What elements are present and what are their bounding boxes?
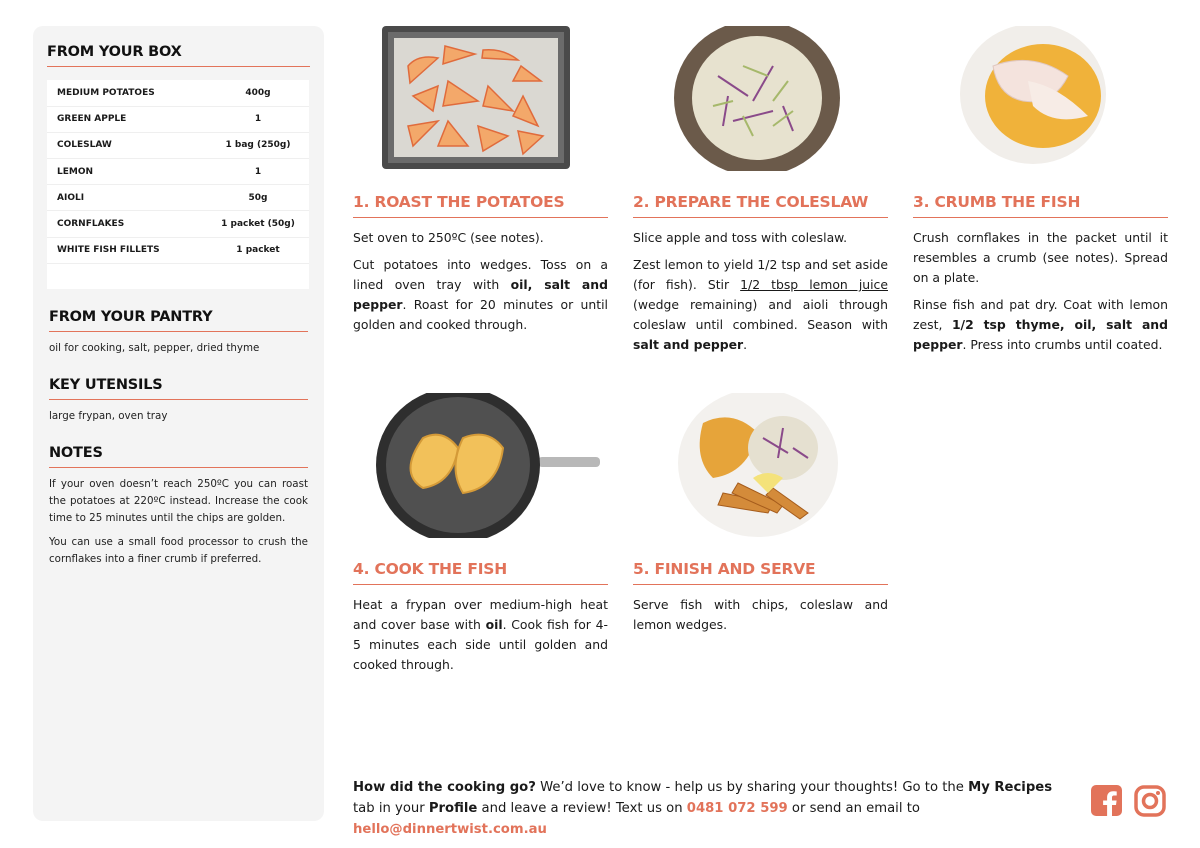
step-2 bbox=[633, 26, 888, 355]
step-3-text-1: Crush cornflakes in the packet until it resembles a crumb (see notes). Spread on a plate. bbox=[913, 230, 1168, 285]
utensils-text: large frypan, oven tray bbox=[49, 410, 168, 423]
ingredient-qty: 50g bbox=[248, 192, 268, 203]
step-5-text-1: Serve fish with chips, coleslaw and lemon wedges. bbox=[633, 597, 888, 632]
ingredient-qty: 400g bbox=[245, 87, 271, 98]
step-3-title: 3. CRUMB THE FISH bbox=[913, 193, 1168, 218]
from-your-pantry-title: FROM YOUR PANTRY bbox=[49, 309, 308, 332]
table-row bbox=[47, 185, 309, 211]
note-1: If your oven doesn’t reach 250ºC you can roast the potatoes at 220ºC instead. Increase the cook time to 25 minutes until the chips are golden. bbox=[49, 478, 308, 525]
my-recipes-link[interactable]: My Recipes bbox=[968, 780, 1053, 795]
profile-link[interactable]: Profile bbox=[428, 801, 478, 816]
ingredient-name: GREEN APPLE bbox=[57, 114, 127, 125]
coleslaw-image bbox=[633, 26, 888, 171]
step-5 bbox=[633, 393, 888, 635]
ingredient-qty: 1 packet bbox=[236, 245, 280, 256]
crumb-fish-image bbox=[913, 26, 1168, 171]
note-2: You can use a small food processor to crush the cornflakes into a finer crumb if preferred. bbox=[49, 536, 308, 566]
ingredient-name: CORNFLAKES bbox=[57, 219, 125, 230]
ingredient-name: WHITE FISH FILLETS bbox=[57, 245, 160, 256]
table-row bbox=[47, 237, 309, 263]
table-row bbox=[47, 132, 309, 158]
ingredient-name: MEDIUM POTATOES bbox=[57, 87, 155, 98]
table-row bbox=[47, 106, 309, 132]
utensils-section bbox=[47, 377, 310, 425]
footer-question: How did the cooking go? bbox=[353, 780, 536, 795]
notes-title: NOTES bbox=[49, 445, 308, 468]
step-3-text-2: Rinse fish and pat dry. Coat with lemon zest, 1/2 tsp thyme, oil, salt and pepper. Press into crumbs until coated. bbox=[913, 297, 1168, 352]
instagram-icon[interactable] bbox=[1134, 785, 1166, 821]
ingredient-name: LEMON bbox=[57, 166, 94, 177]
key-utensils-title: KEY UTENSILS bbox=[49, 377, 308, 400]
ingredient-name: COLESLAW bbox=[57, 140, 112, 151]
facebook-icon[interactable] bbox=[1091, 785, 1122, 820]
notes-section bbox=[47, 445, 310, 568]
ingredient-name: AIOLI bbox=[57, 192, 85, 203]
step-1-text-2: Cut potatoes into wedges. Toss on a lined oven tray with oil, salt and pepper. Roast for 20 minutes or until golden and cooked through. bbox=[353, 257, 608, 332]
step-1 bbox=[353, 26, 608, 335]
step-5-title: 5. FINISH AND SERVE bbox=[633, 560, 888, 585]
finish-serve-image bbox=[633, 393, 888, 538]
step-2-text-2: Zest lemon to yield 1/2 tsp and set aside (for fish). Stir 1/2 tbsp lemon juice (wedge remaining) and aioli through coleslaw until combined. Season with salt and pepper. bbox=[633, 257, 888, 352]
phone-link[interactable]: 0481 072 599 bbox=[686, 801, 788, 816]
pantry-section bbox=[47, 309, 310, 357]
table-spacer bbox=[47, 263, 309, 289]
table-row bbox=[47, 159, 309, 185]
step-4-text-1: Heat a frypan over medium-high heat and cover base with oil. Cook fish for 4-5 minutes each side until golden and cooked through. bbox=[353, 597, 608, 672]
ingredient-qty: 1 bag (250g) bbox=[225, 140, 291, 151]
step-1-text-1: Set oven to 250ºC (see notes). bbox=[353, 230, 544, 245]
step-3 bbox=[913, 26, 1168, 355]
sidebar bbox=[33, 26, 324, 821]
from-your-box-title: FROM YOUR BOX bbox=[47, 44, 310, 67]
step-2-title: 2. PREPARE THE COLESLAW bbox=[633, 193, 888, 218]
ingredient-qty: 1 bbox=[254, 166, 262, 177]
feedback-footer: How did the cooking go? We’d love to know - help us by sharing your thoughts! Go to the My Recipes tab in your Profile and leave a review! Text us on 0481 072 599 or send an email to hello@dinnertwist.com.au bbox=[353, 780, 1053, 837]
cook-fish-image bbox=[353, 393, 608, 538]
step-4-title: 4. COOK THE FISH bbox=[353, 560, 608, 585]
ingredient-qty: 1 bbox=[254, 114, 262, 125]
table-row bbox=[47, 211, 309, 237]
email-link[interactable]: hello@dinnertwist.com.au bbox=[353, 822, 547, 837]
step-1-title: 1. ROAST THE POTATOES bbox=[353, 193, 608, 218]
table-row bbox=[47, 80, 309, 106]
step-2-text-1: Slice apple and toss with coleslaw. bbox=[633, 230, 848, 245]
ingredients-table bbox=[47, 80, 309, 289]
roast-potatoes-image bbox=[353, 26, 608, 171]
ingredient-qty: 1 packet (50g) bbox=[221, 219, 295, 230]
pantry-text: oil for cooking, salt, pepper, dried thyme bbox=[49, 342, 260, 355]
step-4 bbox=[353, 393, 608, 675]
